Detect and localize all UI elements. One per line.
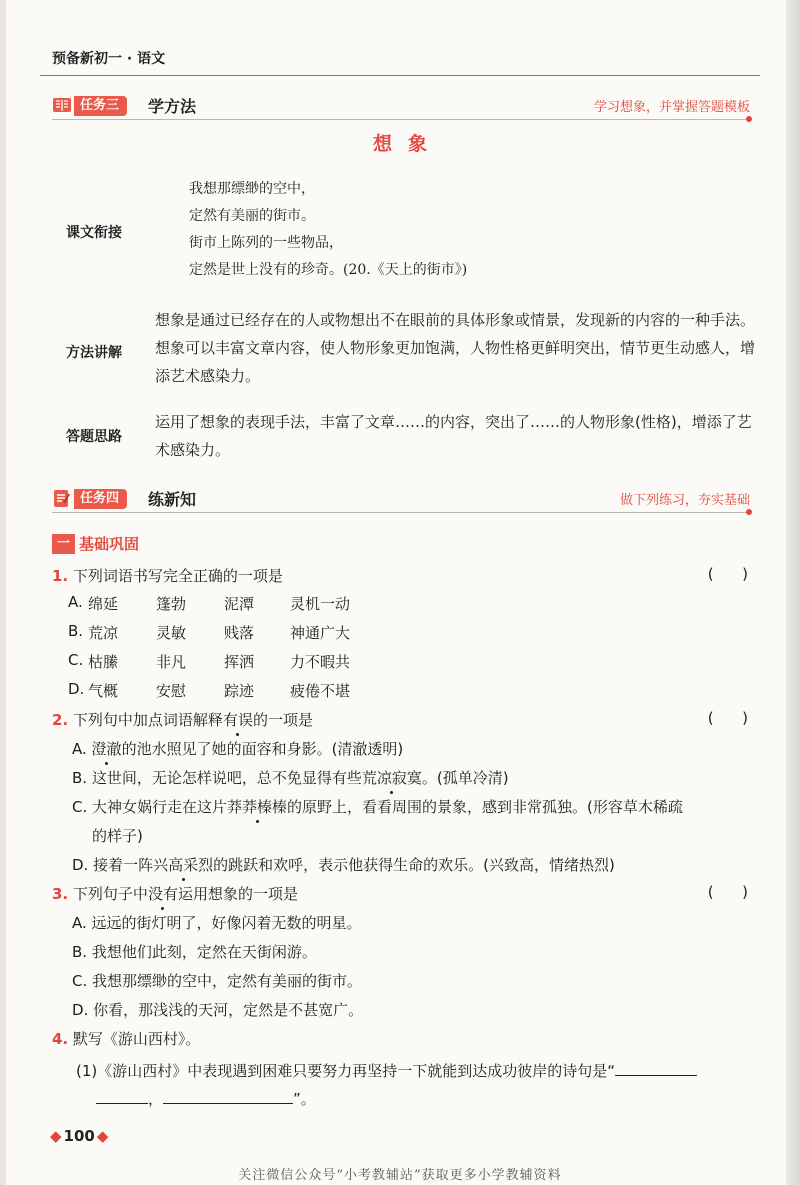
question-3-stem (52, 883, 298, 904)
method-text: 想象是通过已经存在的人或物想出不在眼前的具体形象或情景，发现新的内容的一种手法。想象可以丰富文章内容，使人物形象更加饱满，人物性格更鲜明突出，情节更生动感人，增添艺术感染力。 (155, 311, 756, 385)
task4-name: 练新知 (148, 490, 197, 509)
q3-option-b[interactable]: B. 我想他们此刻，定然在天街闲游。 (72, 943, 317, 961)
option-word: 贱落 (224, 624, 255, 642)
page-header-title: 预备新初一 · 语文 (52, 51, 166, 67)
emphasis-dotted-text: 澄澈 (91, 740, 122, 758)
poem-line: 我想那缥缈的空中， (189, 181, 315, 197)
poem-line: 定然是世上没有的珍奇。(20.《天上的街市》) (189, 262, 468, 278)
scan-left-edge (0, 0, 6, 1185)
section-badge (52, 533, 139, 555)
method-label: 方法讲解 (66, 345, 122, 361)
option-text: D. 接着一阵 (72, 856, 154, 874)
question-4-stem (52, 1028, 200, 1049)
q2-option-d[interactable] (72, 854, 615, 875)
question-2-stem (52, 709, 313, 730)
q2-option-a[interactable] (72, 738, 403, 759)
question-number: 3. (52, 885, 69, 903)
option-text: B. 这世间，无论怎样说吧，总不免显得有些 (72, 769, 362, 787)
lesson-poem (189, 176, 467, 284)
question-text: 下列词语书写完全正确的一项是 (72, 567, 283, 585)
task4-tag: 任务四 (74, 489, 127, 509)
option-word: 踪迹 (224, 682, 255, 700)
option-text: A. (72, 740, 92, 758)
question-number: 1. (52, 567, 69, 585)
option-word: 安慰 (156, 682, 187, 700)
option-letter: B. (68, 622, 84, 640)
task3-hint: 学习想象，并掌握答题模板 (593, 100, 750, 115)
section-title: 想象 (372, 133, 443, 155)
approach-text: 运用了想象的表现手法，丰富了文章……的内容，突出了……的人物形象(性格)，增添了艺术感染力。 (155, 413, 752, 459)
question-number: 4. (52, 1030, 69, 1048)
task3-name: 学方法 (148, 97, 197, 116)
closing-quote: ”。 (293, 1090, 316, 1108)
q4-sub-1-continued (96, 1088, 316, 1109)
option-text: C. 大神女娲行走在这片 (72, 798, 228, 816)
poem-line: 街市上陈列的一些物品， (189, 235, 343, 251)
approach-label: 答题思路 (66, 429, 122, 445)
option-word: 绵延 (88, 595, 119, 613)
poem-line: 定然有美丽的街市。 (189, 208, 315, 224)
option-letter: A. (68, 593, 83, 611)
option-word: 气概 (88, 682, 119, 700)
option-word: 灵敏 (156, 624, 187, 642)
emphasis-dotted-text: 荒凉寂寞 (361, 769, 422, 787)
section-heading: 基础巩固 (79, 535, 140, 553)
answer-bracket[interactable]: ( ) (707, 709, 748, 727)
task4-dot (746, 509, 752, 515)
task3-dot (746, 116, 752, 122)
task4-bar (52, 485, 752, 515)
page-number: ◆ 100 ◆ (50, 1127, 109, 1145)
page-number-value: 100 (63, 1127, 95, 1145)
scan-right-edge (786, 0, 800, 1185)
question-text: 运用想象的一项是 (177, 885, 298, 903)
option-text: 的原野上，看看周围的景象，感到非常孤独。(形容草木稀疏 (287, 798, 683, 816)
separator: ， (148, 1090, 164, 1108)
answer-bracket[interactable]: ( ) (707, 565, 748, 583)
footer-watermark: 关注微信公众号“小考教辅站”获取更多小学教辅资料 (238, 1168, 562, 1183)
option-word: 泥潭 (224, 595, 255, 613)
option-word: 篷勃 (156, 595, 187, 613)
header-rule (40, 75, 760, 76)
option-word: 非凡 (156, 653, 187, 671)
task3-bar (52, 92, 752, 122)
option-word: 神通广大 (290, 624, 351, 642)
question-text: 下列句中加点词语解释 (72, 711, 223, 729)
q2-option-b[interactable] (72, 767, 509, 788)
option-text: 的池水照见了她的面容和身影。(清澈透明) (121, 740, 404, 758)
q2-option-c-continued: 的样子) (92, 827, 143, 845)
option-word: 灵机一动 (290, 595, 351, 613)
option-word: 疲倦不堪 (290, 682, 351, 700)
task4-rule (52, 512, 750, 513)
emphasis-dotted-text: 有误 (222, 711, 253, 729)
q3-option-d[interactable]: D. 你看，那浅浅的天河，定然是不甚宽广。 (72, 1001, 364, 1019)
answer-blank[interactable] (96, 1089, 148, 1104)
option-text: 。(孤单冷清) (421, 769, 509, 787)
notepad-icon (52, 488, 72, 508)
lesson-label: 课文衔接 (66, 225, 122, 241)
option-letter: C. (68, 651, 84, 669)
question-text: 的一项是 (252, 711, 313, 729)
task4-hint: 做下列练习，夯实基础 (619, 493, 750, 508)
emphasis-dotted-text: 兴高采烈 (153, 856, 214, 874)
section-number: 一 (52, 534, 75, 554)
q3-option-a[interactable]: A. 远远的街灯明了，好像闪着无数的明星。 (72, 914, 362, 932)
option-text: 的跳跃和欢呼，表示他获得生命的欢乐。(兴致高，情绪热烈) (213, 856, 615, 874)
q4-sub-1 (76, 1060, 697, 1081)
option-word: 力不暇共 (290, 653, 351, 671)
task3-tag: 任务三 (74, 96, 127, 116)
answer-blank[interactable] (163, 1089, 293, 1104)
task3-rule (52, 119, 750, 120)
option-letter: D. (68, 680, 85, 698)
question-text: 默写《游山西村》。 (72, 1030, 201, 1048)
option-word: 荒凉 (88, 624, 119, 642)
question-number: 2. (52, 711, 69, 729)
option-word: 枯縢 (88, 653, 119, 671)
answer-blank[interactable] (615, 1061, 697, 1076)
emphasis-dotted-text: 没有 (147, 885, 178, 903)
question-text: 下列句子中 (72, 885, 148, 903)
answer-bracket[interactable]: ( ) (707, 883, 748, 901)
sub-question-text: (1)《游山西村》中表现遇到困难只要努力再坚持一下就能到达成功彼岸的诗句是“ (76, 1062, 616, 1080)
q3-option-c[interactable]: C. 我想那缥缈的空中，定然有美丽的街市。 (72, 972, 363, 990)
emphasis-dotted-text: 莽莽榛榛 (227, 798, 288, 816)
question-1-stem (52, 565, 283, 586)
q2-option-c[interactable] (72, 796, 683, 817)
book-icon (52, 95, 72, 115)
option-word: 挥洒 (224, 653, 255, 671)
